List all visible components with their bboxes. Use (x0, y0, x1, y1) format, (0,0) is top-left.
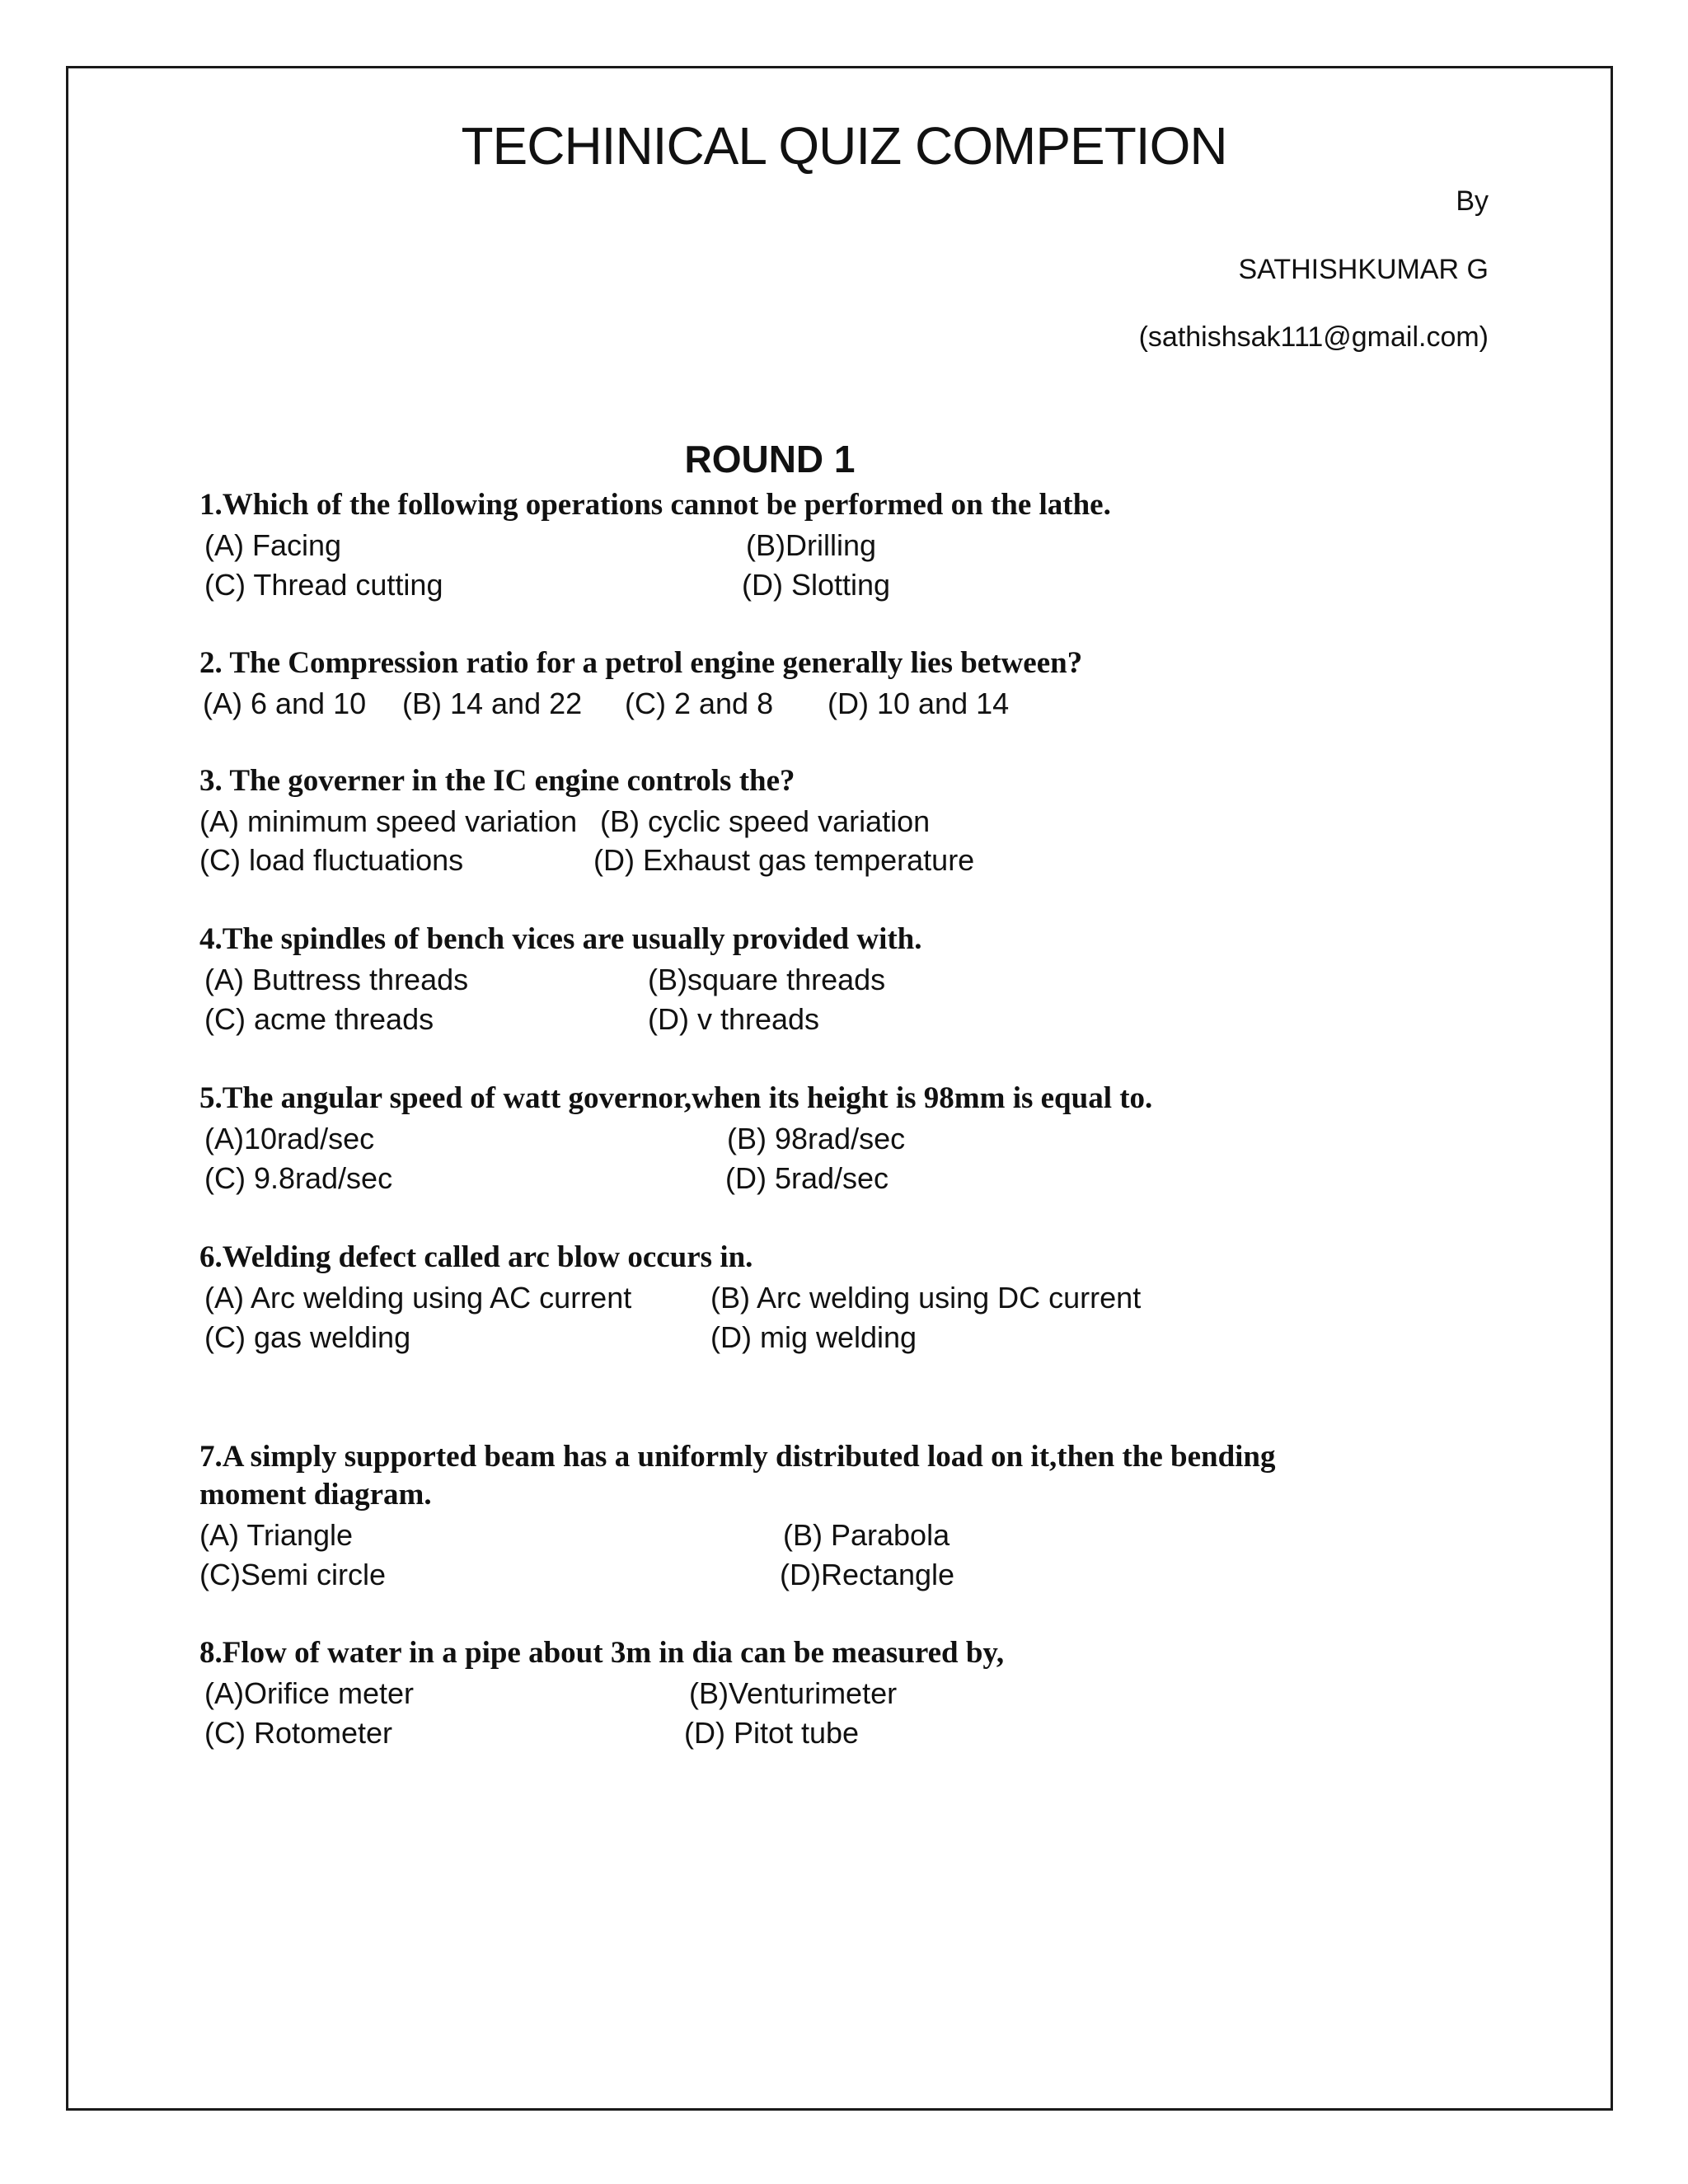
option-c: (C) Thread cutting (204, 568, 443, 602)
option-b: (B) Arc welding using DC current (710, 1281, 1142, 1315)
option-d: (D) Exhaust gas temperature (593, 843, 975, 877)
option-c: (C) load fluctuations (199, 843, 464, 877)
question-text: 4.The spindles of bench vices are usually provided with. (199, 922, 922, 956)
option-d: (D) 5rad/sec (725, 1161, 889, 1195)
by-label: By (1456, 185, 1489, 217)
question-text: 3. The governer in the IC engine controls the? (199, 764, 795, 798)
option-b: (B) 14 and 22 (402, 687, 583, 720)
question-text: 1.Which of the following operations cannot be performed on the lathe. (199, 488, 1111, 522)
option-c: (C)Semi circle (199, 1558, 387, 1591)
option-a: (A) Triangle (199, 1518, 354, 1552)
option-d: (D) v threads (648, 1002, 820, 1036)
option-a: (A) Buttress threads (204, 963, 469, 996)
author-name: SATHISHKUMAR G (1238, 254, 1489, 285)
option-d: (D) mig welding (710, 1320, 917, 1354)
option-a: (A) 6 and 10 (203, 687, 367, 720)
option-d: (D) 10 and 14 (828, 687, 1010, 720)
option-b: (B)square threads (648, 963, 886, 996)
option-b: (B) cyclic speed variation (600, 804, 931, 838)
option-a: (A) Arc welding using AC current (204, 1281, 632, 1315)
option-c: (C) Rotometer (204, 1716, 393, 1750)
option-b: (B) Parabola (783, 1518, 950, 1552)
option-c: (C) acme threads (204, 1002, 434, 1036)
question-text: 5.The angular speed of watt governor,when its height is 98mm is equal to. (199, 1081, 1153, 1115)
option-b: (B)Drilling (746, 528, 877, 562)
option-a: (A)10rad/sec (204, 1122, 375, 1155)
option-a: (A) minimum speed variation (199, 804, 578, 838)
question-text: 2. The Compression ratio for a petrol engine generally lies between? (199, 646, 1083, 680)
question-text: 8.Flow of water in a pipe about 3m in dia can be measured by, (199, 1636, 1005, 1670)
option-d: (D) Pitot tube (684, 1716, 860, 1750)
option-a: (A) Facing (204, 528, 342, 562)
round-heading: ROUND 1 (684, 438, 856, 480)
option-c: (C) gas welding (204, 1320, 411, 1354)
option-b: (B) 98rad/sec (727, 1122, 906, 1155)
option-c: (C) 2 and 8 (625, 687, 774, 720)
author-email: (sathishsak111@gmail.com) (1138, 321, 1489, 353)
option-a: (A)Orifice meter (204, 1676, 415, 1710)
option-c: (C) 9.8rad/sec (204, 1161, 393, 1195)
question-text: 7.A simply supported beam has a uniformly distributed load on it,then the bending moment diagram. (199, 1440, 1276, 1511)
document-title: TECHINICAL QUIZ COMPETION (461, 116, 1227, 176)
option-d: (D) Slotting (742, 568, 891, 602)
question-text: 6.Welding defect called arc blow occurs in. (199, 1240, 753, 1274)
option-d: (D)Rectangle (780, 1558, 955, 1591)
option-b: (B)Venturimeter (689, 1676, 898, 1710)
